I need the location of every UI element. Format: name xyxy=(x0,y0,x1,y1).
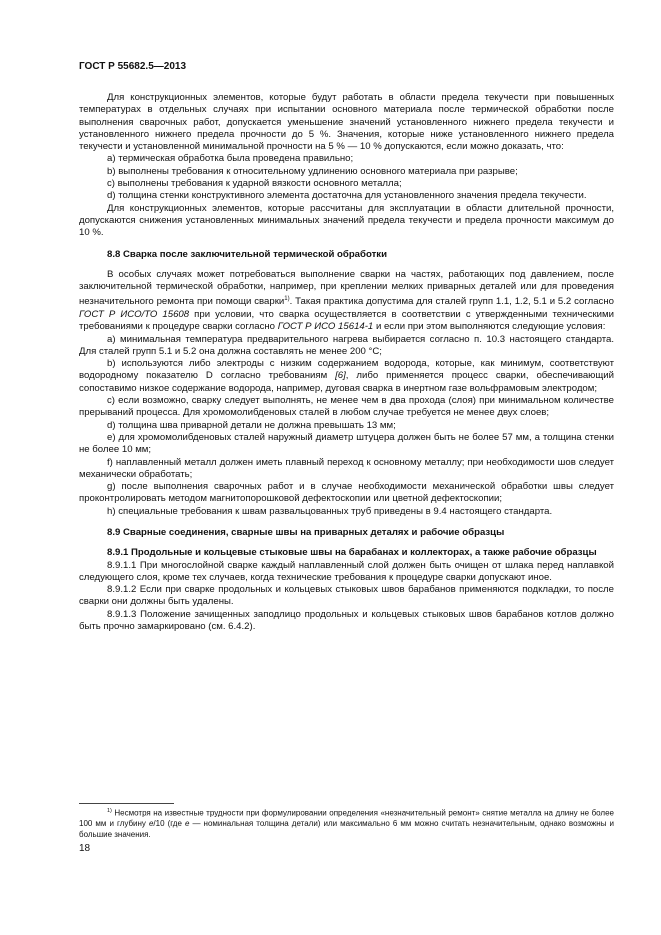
list-item: e) для хромомолибденовых сталей наружный диаметр штуцера должен быть не более 57 мм, а толщина стенки не более 10 мм; xyxy=(79,431,614,456)
list-item: g) после выполнения сварочных работ и в случае необходимости механической обработки швы следует проконтролировать методом магнитопорошковой дефектоскопии или цветной дефектоскопии; xyxy=(79,481,614,505)
footnote-separator xyxy=(79,803,174,804)
list-item: a) минимальная температура предварительного нагрева выбирается согласно п. 10.3 настоящего стандарта. Для сталей групп 5.1 и 5.2 она должна составлять не менее 200 °С; xyxy=(79,333,614,357)
section-heading-8-8: 8.8 Сварка после заключительной термической обработки xyxy=(107,248,387,260)
paragraph: Для конструкционных элементов, которые будут работать в области предела текучести при повышенных температурах в отдельных случаях при испытании основного материала после термической обработки после выполнения сварочных работ, допускается уменьшение значений установленного нижнего предела текучести и установленного нижнего предела прочности до 5 %. Значения, которые ниже установленного нижнего предела текучести и установленной минимальной прочности на 5 % — 10 % допускаются, если можно доказать, что: xyxy=(79,92,614,153)
footnote: $^{1)}$ Несмотря на известные трудности при формулировании определения «незначительный ремонт» снятие металла на длину не более 100 мм и глубину e/10 (где e — номинальная толщина детали) или максимально 6 мм можно считать незначительным, однако возможны и большие значения. xyxy=(79,808,614,840)
list-item: a) термическая обработка была проведена правильно; xyxy=(107,153,354,165)
section-heading-8-9: 8.9 Сварные соединения, сварные швы на приварных деталях и рабочие образцы xyxy=(107,526,505,538)
page-content xyxy=(79,92,614,633)
list-item: b) выполнены требования к относительному удлинению основного материала при разрыве; xyxy=(107,165,518,177)
list-item: c) если возможно, сварку следует выполнять, не менее чем в два прохода (слоя) при минимальном количестве прерываний процесса. Для хромомолибденовых сталей в любом случае требуется не менее двух слоев; xyxy=(79,395,614,419)
subsection-heading-8-9-1: 8.9.1 Продольные и кольцевые стыковые швы на барабанах и коллекторах, а также рабочие образцы xyxy=(107,547,597,559)
paragraph: 8.9.1.2 Если при сварке продольных и кольцевых стыковых швов барабанов применяются подкладки, то после сварки они должны быть удалены. xyxy=(79,584,614,608)
standard-reference: ГОСТ Р ИСО 15614-1 xyxy=(277,321,374,333)
paragraph: 8.9.1.1 При многослойной сварке каждый наплавленный слой должен быть очищен от шлака перед наплавкой следующего слоя, кроме тех случаев, когда технические требования к процедуре сварки допускают иное. xyxy=(79,559,614,583)
list-item: d) толщина шва приварной детали не должна превышать 13 мм; xyxy=(107,419,396,431)
list-item: c) выполнены требования к ударной вязкости основного металла; xyxy=(107,178,402,190)
page-number: 18 xyxy=(79,843,91,854)
bibliography-reference: [6] xyxy=(335,370,346,382)
list-item: f) наплавленный металл должен иметь плавный переход к основному металлу; при необходимости шов следует механически обработать; xyxy=(79,456,614,480)
document-header: ГОСТ Р 55682.5—2013 xyxy=(79,61,187,72)
list-item: d) толщина стенки конструктивного элемента достаточна для установленного значения предела текучести. xyxy=(107,190,587,202)
paragraph: 8.9.1.3 Положение зачищенных заподлицо продольных и кольцевых стыковых швов барабанов котлов должно быть прочно замаркировано (см. 6.4.2). xyxy=(79,608,614,633)
footnote-ref[interactable]: 1) xyxy=(284,296,290,303)
list-item: b) используются либо электроды с низким содержанием водорода, которые, как минимум, соответствуют водородному показателю D согласно требованиям [6], либо применяется процесс сварки, обеспечивающий сопоставимо низкое содержание водорода, например, дуговая сварка в инертном газе вольфрамовым электродом; xyxy=(79,358,614,394)
list-item: h) специальные требования к швам развальцованных труб приведены в 9.4 настоящего стандарта. xyxy=(107,505,553,517)
paragraph: Для конструкционных элементов, которые рассчитаны для эксплуатации в области длительной прочности, допускаются снижения установленных минимальных значений предела текучести и предела прочности максимум до 10 %. xyxy=(79,202,614,239)
paragraph: В особых случаях может потребоваться выполнение сварки на частях, работающих под давлением, после заключительной термической обработки, например, при креплении мелких приварных деталей или для проведения незначительного ремонта при помощи сварки$^{1)}$. Такая практика допустима для сталей групп 1.1, 1.2, 5.1 и 5.2 согласно ГОСТ Р ИСО/ТО 15608 при условии, что сварка осуществляется в соответствии с утвержденными техническими требованиями к процедуре сварки согласно ГОСТ Р ИСО 15614-1 и если при этом выполняются следующие условия: xyxy=(79,268,614,333)
standard-reference: ГОСТ Р ИСО/ТО 15608 xyxy=(79,308,190,320)
